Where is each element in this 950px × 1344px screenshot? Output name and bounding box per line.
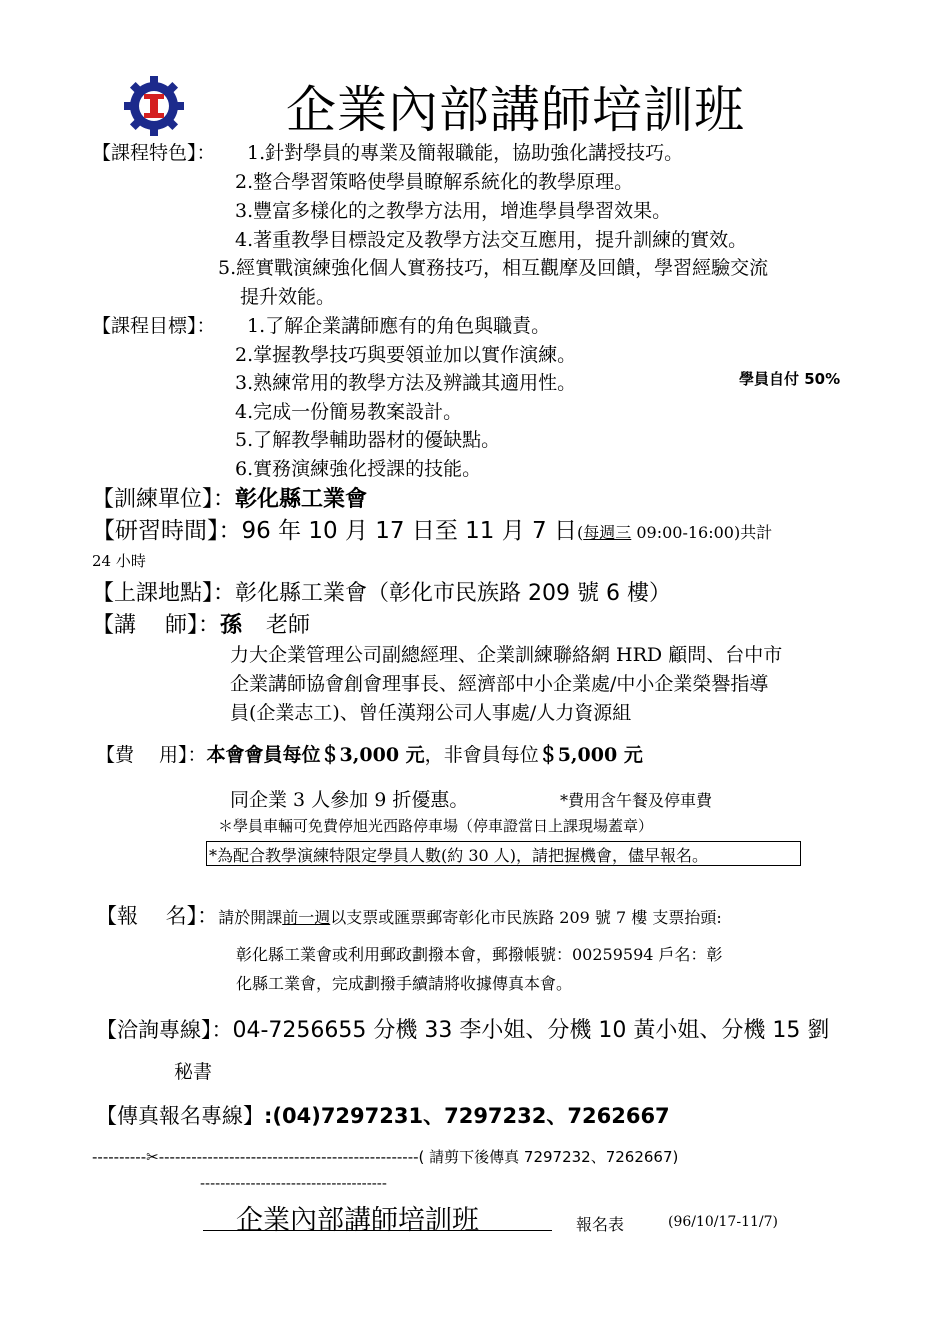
place-label: 【上課地點】： (92, 581, 236, 606)
teacher-row (92, 608, 310, 639)
fee-label: 【費 用】： (96, 744, 207, 766)
cut-line (92, 1146, 678, 1167)
teacher-surname: 孫 (220, 613, 243, 638)
signup-label: 【報 名】： (96, 904, 219, 928)
place-value: 彰化縣工業會（彰化市民族路 209 號 6 樓） (235, 581, 671, 606)
contact-row (96, 1013, 829, 1044)
fee-lunch-note: *費用含午餐及停車費 (560, 791, 713, 810)
fee-sep: ， (424, 744, 444, 766)
cut-line-second: ------------------------------------- (200, 1176, 387, 1192)
contact-value: 04-7256655 分機 33 李小姐、分機 10 黃小姐、分機 15 劉 (232, 1018, 830, 1043)
teacher-bio-1: 力大企業管理公司副總經理、企業訓練聯絡網 HRD 顧問、台中市 (230, 644, 783, 666)
form-title-underline (203, 1230, 552, 1231)
contact-cont: 秘書 (174, 1061, 213, 1083)
fee-parking-note: ＊學員車輛可免費停旭光西路停車場（停車證當日上課現場蓋章） (218, 817, 654, 835)
feature-item-3: 3.豐富多樣化的之教學方法用，增進學員學習效果。 (235, 200, 672, 222)
teacher-bio-2: 企業講師協會創會理事長、經濟部中小企業處/中小企業榮譽指導 (230, 673, 769, 695)
fee-nonmember-label: 非會員每位 (443, 744, 539, 766)
place-row (92, 576, 671, 607)
fee-limit-note: *為配合教學演練特限定學員人數(約 30 人)，請把握機會，儘早報名。 (209, 846, 709, 865)
goal-item-5: 5.了解教學輔助器材的優缺點。 (235, 429, 501, 451)
signup-line2: 彰化縣工業會或利用郵政劃撥本會，郵撥帳號：00259594 戶名：彰 (236, 945, 723, 964)
fee-discount: 同企業 3 人參加 9 折優惠。 (230, 789, 469, 811)
time-label: 【研習時間】： (92, 518, 242, 544)
page-title: 企業內部講師培訓班 (286, 81, 745, 139)
goal-item-1: 1.了解企業講師應有的角色與職責。 (247, 315, 551, 337)
feature-item-2: 2.整合學習策略使學員瞭解系統化的教學原理。 (235, 171, 634, 193)
unit-value: 彰化縣工業會 (235, 487, 368, 512)
feature-item-5: 5.經實戰演練強化個人實務技巧，相互觀摩及回饋，學習經驗交流 (218, 257, 769, 279)
fax-value: :(04)7297231、7297232、7262667 (264, 1104, 670, 1128)
gear-logo-icon (124, 76, 184, 136)
scissors-icon: ✂ (146, 1148, 159, 1166)
contact-label: 【洽詢專線】： (96, 1018, 233, 1042)
signup-line1-pre: 請於開課 (218, 908, 283, 927)
goals-label: 【課程目標】： (92, 315, 216, 337)
goal-item-3: 3.熟練常用的教學方法及辨識其適用性。 (235, 372, 577, 394)
form-dates: (96/10/17-11/7) (668, 1214, 778, 1230)
goal-item-4: 4.完成一份簡易教案設計。 (235, 401, 463, 423)
time-hours: 09:00-16:00)共計 (631, 523, 773, 542)
time-total: 24 小時 (92, 552, 146, 570)
signup-line1-post: 以支票或匯票郵寄彰化市民族路 209 號 7 樓 支票抬頭: (330, 908, 722, 927)
feature-item-5-cont: 提升效能。 (240, 286, 336, 308)
teacher-bio-3: 員(企業志工)、曾任漢翔公司人事處/人力資源組 (230, 702, 632, 724)
feature-item-1: 1.針對學員的專業及簡報職能，協助強化講授技巧。 (247, 142, 684, 164)
form-title: 企業內部講師培訓班 (236, 1205, 479, 1236)
signup-line1-underline: 前一週 (282, 908, 331, 927)
time-value: 96 年 10 月 17 日至 11 月 7 日 (241, 518, 577, 544)
unit-label: 【訓練單位】： (92, 487, 236, 512)
fax-row (96, 1100, 670, 1130)
features-label: 【課程特色】： (92, 142, 216, 164)
fee-row (96, 740, 643, 767)
fee-member: 本會會員每位＄3,000 元 (206, 744, 425, 766)
self-pay-note: 學員自付 50% (739, 370, 841, 388)
teacher-label: 【講 師】： (92, 613, 220, 638)
form-subtitle: 報名表 (576, 1215, 625, 1234)
goal-item-2: 2.掌握教學技巧與要領並加以實作演練。 (235, 344, 577, 366)
fax-label: 【傳真報名專線】 (96, 1104, 264, 1128)
goal-item-6: 6.實務演練強化授課的技能。 (235, 458, 482, 480)
time-paren: ( (577, 523, 584, 542)
signup-line3: 化縣工業會，完成劃撥手續請將收據傳真本會。 (236, 974, 573, 993)
unit-row (92, 482, 367, 513)
cut-dashes-right: ------------------------------------------------( 請剪下後傳真 7297232、7262667) (158, 1148, 679, 1166)
signup-row (96, 900, 722, 930)
fee-nonmember-amount: ＄5,000 元 (538, 744, 643, 766)
teacher-title: 老師 (266, 613, 311, 638)
feature-item-4: 4.著重教學目標設定及教學方法交互應用，提升訓練的實效。 (235, 229, 748, 251)
cut-dashes-left: ---------- (92, 1148, 147, 1166)
time-row (92, 512, 772, 545)
time-weekday: 每週三 (583, 523, 632, 542)
